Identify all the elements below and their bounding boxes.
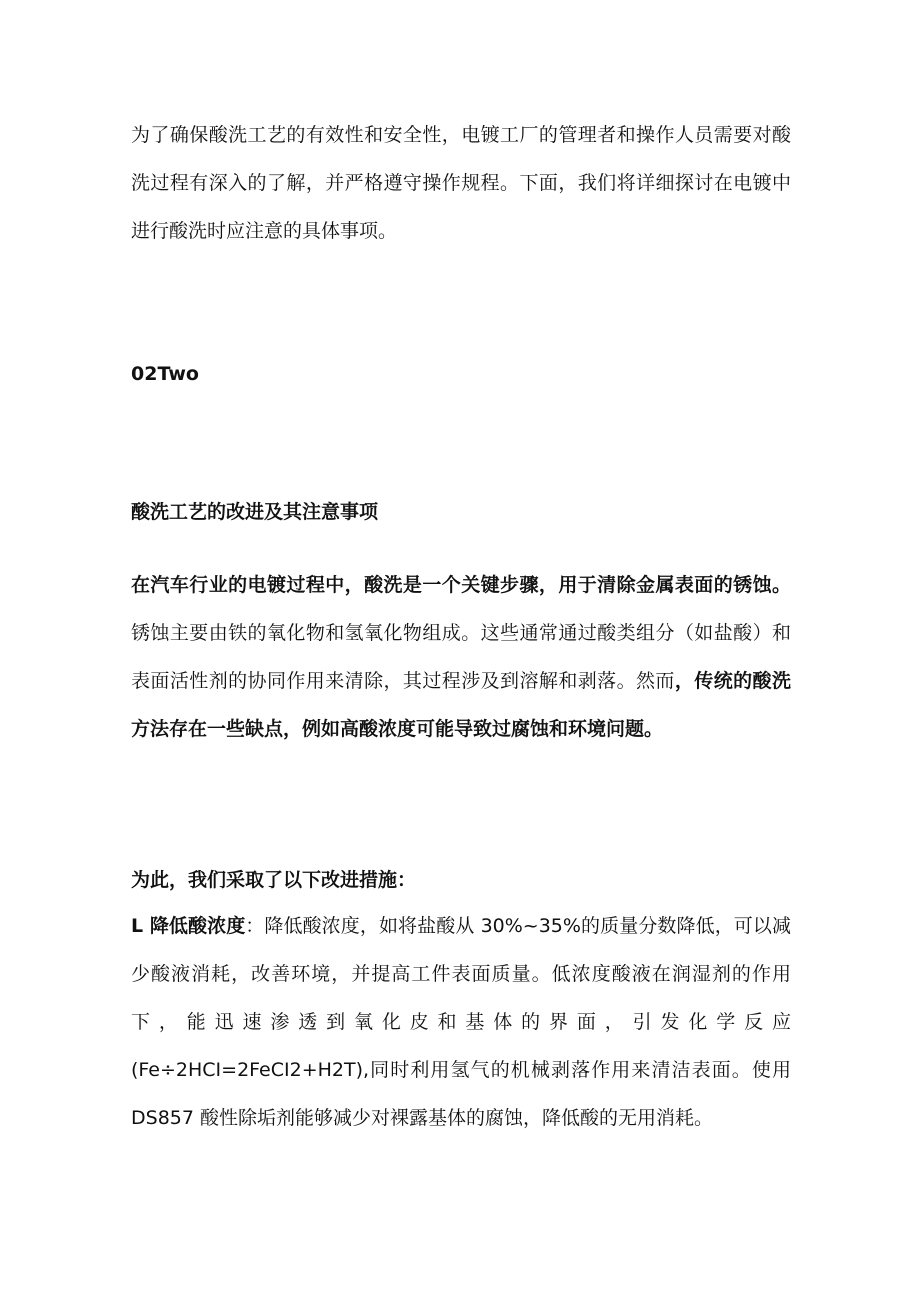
section-number-heading: 02Two xyxy=(131,363,199,385)
intro-paragraph xyxy=(131,111,791,255)
body-bold-lead: 在汽车行业的电镀过程中，酸洗是一个关键步骤，用于清除金属表面的锈蚀。 xyxy=(131,574,791,596)
body-paragraph xyxy=(131,561,791,753)
intro-text: 为了确保酸洗工艺的有效性和安全性，电镀工厂的管理者和操作人员需要对酸洗过程有深入的了解，并严格遵守操作规程。下面，我们将详细探讨在电镀中进行酸洗时应注意的具体事项。 xyxy=(131,124,791,242)
body-normal-text: 锈蚀主要由铁的氧化物和氢氧化物组成。这些通常通过酸类组分（如盐酸）和表面活性剂的协同作用来清除，其过程涉及到溶解和剥落。然而 xyxy=(131,622,791,692)
measure-item-1 xyxy=(131,902,791,1142)
measure-item-1-text: ：降低酸浓度，如将盐酸从 30%~35%的质量分数降低，可以减少酸液消耗，改善环境，并提高工件表面质量。低浓度酸液在润湿剂的作用下，能迅速渗透到氧化皮和基体的界面，引发化学反应(Fe÷2HCI=2FeCI2+H2T),同时利用氢气的机械剥落作用来清洁表面。使用 DS857 酸性除垢剂能够减少对裸露基体的腐蚀，降低酸的无用消耗。 xyxy=(131,915,791,1129)
measure-item-1-label: L 降低酸浓度 xyxy=(131,915,246,937)
section-title: 酸洗工艺的改进及其注意事项 xyxy=(131,501,379,523)
body-bold-tail: ，传统的酸洗方法存在一些缺点，例如高酸浓度可能导致过腐蚀和环境问题。 xyxy=(131,670,791,740)
measures-heading: 为此，我们采取了以下改进措施： xyxy=(131,869,417,891)
